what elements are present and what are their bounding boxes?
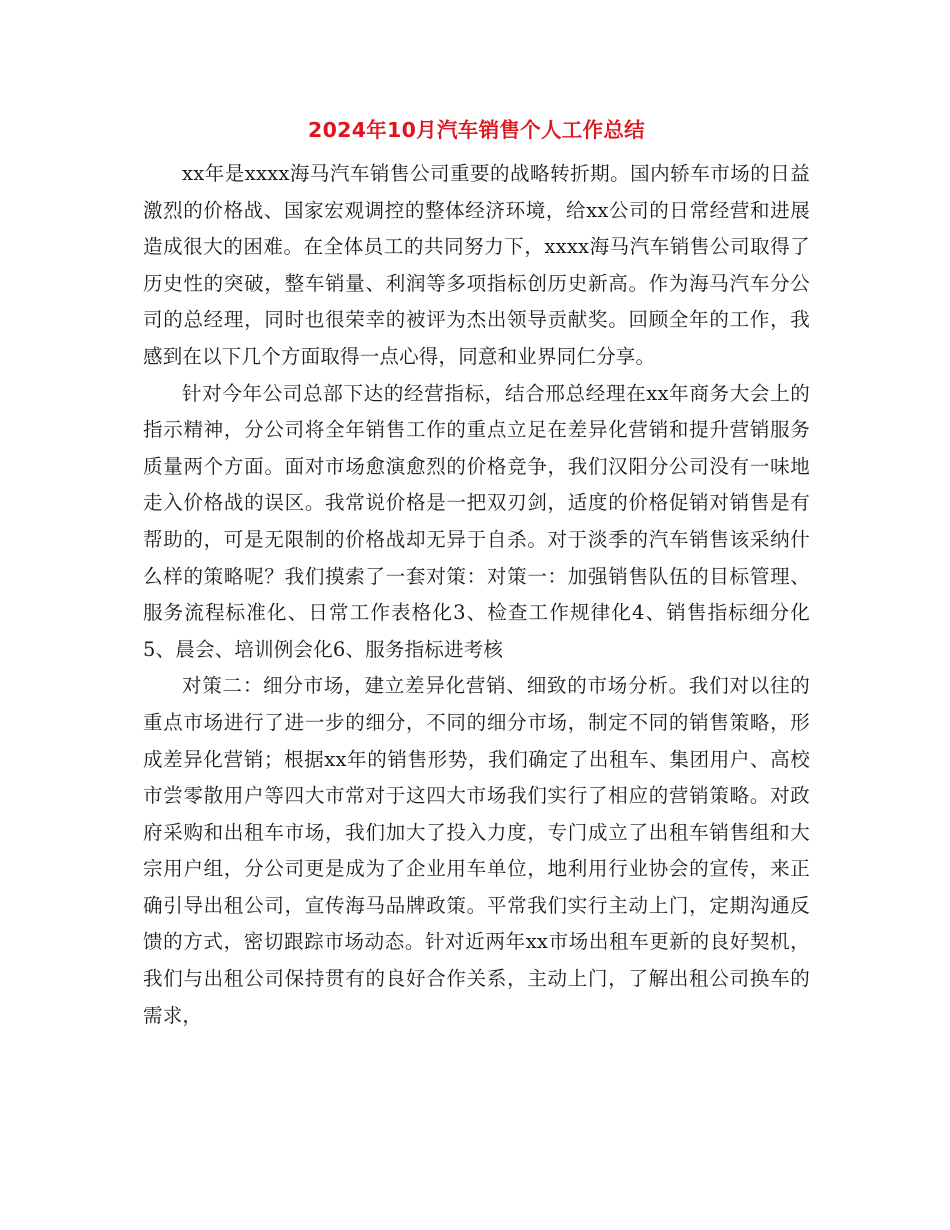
document-title: 2024年10月汽车销售个人工作总结: [308, 118, 645, 142]
paragraph-2: 针对今年公司总部下达的经营指标，结合邢总经理在xx年商务大会上的指示精神，分公司将全年销售工作的重点立足在差异化营销和提升营销服务质量两个方面。面对市场愈演愈烈的价格竞争，我们汉阳分公司没有一味地走入价格战的误区。我常说价格是一把双刃剑，适度的价格促销对销售是有帮助的，可是无限制的价格战却无异于自杀。对于淡季的汽车销售该采纳什么样的策略呢？我们摸索了一套对策：对策一：加强销售队伍的目标管理、服务流程标准化、日常工作表格化3、检查工作规律化4、销售指标细分化5、晨会、培训例会化6、服务指标进考核: [143, 381, 810, 661]
paragraph-1: xx年是xxxx海马汽车销售公司重要的战略转折期。国内轿车市场的日益激烈的价格战、国家宏观调控的整体经济环境，给xx公司的日常经营和进展造成很大的困难。在全体员工的共同努力下，xxxx海马汽车销售公司取得了历史性的突破，整车销量、利润等多项指标创历史新高。作为海马汽车分公司的总经理，同时也很荣幸的被评为杰出领导贡献奖。回顾全年的工作，我感到在以下几个方面取得一点心得，同意和业界同仁分享。: [143, 162, 810, 368]
paragraph-3: 对策二：细分市场，建立差异化营销、细致的市场分析。我们对以往的重点市场进行了进一步的细分，不同的细分市场，制定不同的销售策略，形成差异化营销；根据xx年的销售形势，我们确定了出租车、集团用户、高校市尝零散用户等四大市常对于这四大市场我们实行了相应的营销策略。对政府采购和出租车市场，我们加大了投入力度，专门成立了出租车销售组和大宗用户组，分公司更是成为了企业用车单位，地利用行业协会的宣传，来正确引导出租公司，宣传海马品牌政策。平常我们实行主动上门，定期沟通反馈的方式，密切跟踪市场动态。针对近两年xx市场出租车更新的良好契机，我们与出租公司保持贯有的良好合作关系，主动上门，了解出租公司换车的需求，: [143, 674, 810, 1027]
